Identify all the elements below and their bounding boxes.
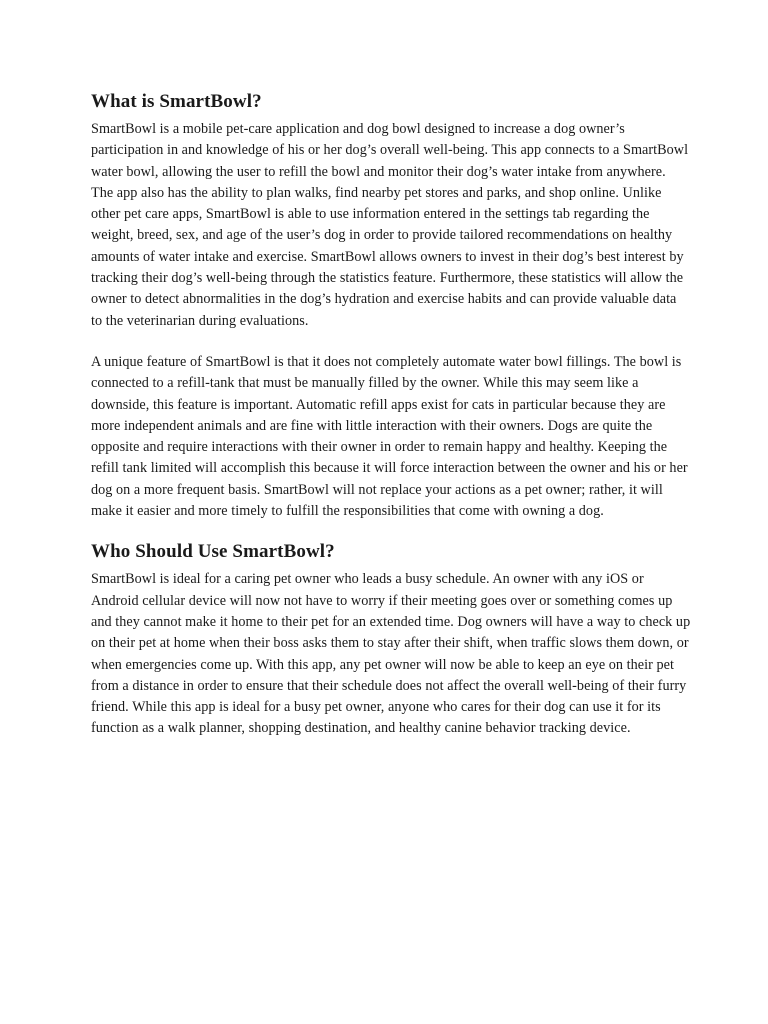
paragraph-target-users: SmartBowl is ideal for a caring pet owner who leads a busy schedule. An owner with any iOS or Android cellular device will now not have to worry if their meeting goes over or something comes up and they cannot make it home to their pet for an extended time. Dog owners will have a way to check up on their pet at home when their boss asks them to stay after their shift, when traffic slows them down, or when emergencies come up. With this app, any pet owner will now be able to keep an eye on their pet from a distance in order to ensure that their schedule does not affect the overall well-being of their furry friend. While this app is ideal for a busy pet owner, anyone who cares for their dog can use it for its function as a walk planner, shopping destination, and healthy canine behavior tracking device. — [91, 571, 691, 737]
section-heading-who-should-use: Who Should Use SmartBowl? — [91, 541, 335, 563]
document-page — [91, 90, 691, 740]
paragraph-smartbowl-overview: SmartBowl is a mobile pet-care application and dog bowl designed to increase a dog owner’s participation in and knowledge of his or her dog’s overall well-being. This app connects to a SmartBowl water bowl, allowing the user to refill the bowl and monitor their dog’s water intake from anywhere. The app also has the ability to plan walks, find nearby pet stores and parks, and shop online. Unlike other pet care apps, SmartBowl is able to use information entered in the settings tab regarding the weight, breed, sex, and age of the user’s dog in order to provide tailored recommendations on healthy amounts of water intake and exercise. SmartBowl allows owners to invest in their dog’s best interest by tracking their dog’s well-being through the statistics feature. Furthermore, these statistics will allow the owner to detect abnormalities in the dog’s hydration and exercise habits and can provide valuable data to the veterinarian during evaluations. — [91, 121, 689, 329]
section-heading-what-is-smartbowl: What is SmartBowl? — [91, 91, 262, 112]
paragraph-unique-feature: A unique feature of SmartBowl is that it does not completely automate water bowl fillings. The bowl is connected to a refill-tank that must be manually filled by the owner. While this may seem like a downside, this feature is important. Automatic refill apps exist for cats in particular because they are more independent animals and are fine with little interaction with their owners. Dogs are quite the opposite and require interactions with their owner in order to remain happy and healthy. Keeping the refill tank limited will accomplish this because it will force interaction between the owner and his or her dog on a more frequent basis. SmartBowl will not replace your actions as a pet owner; rather, it will make it easier and more timely to fulfill the responsibilities that come with owning a dog. — [91, 353, 688, 520]
section-spacer — [91, 522, 691, 540]
paragraph-spacer — [91, 332, 691, 352]
